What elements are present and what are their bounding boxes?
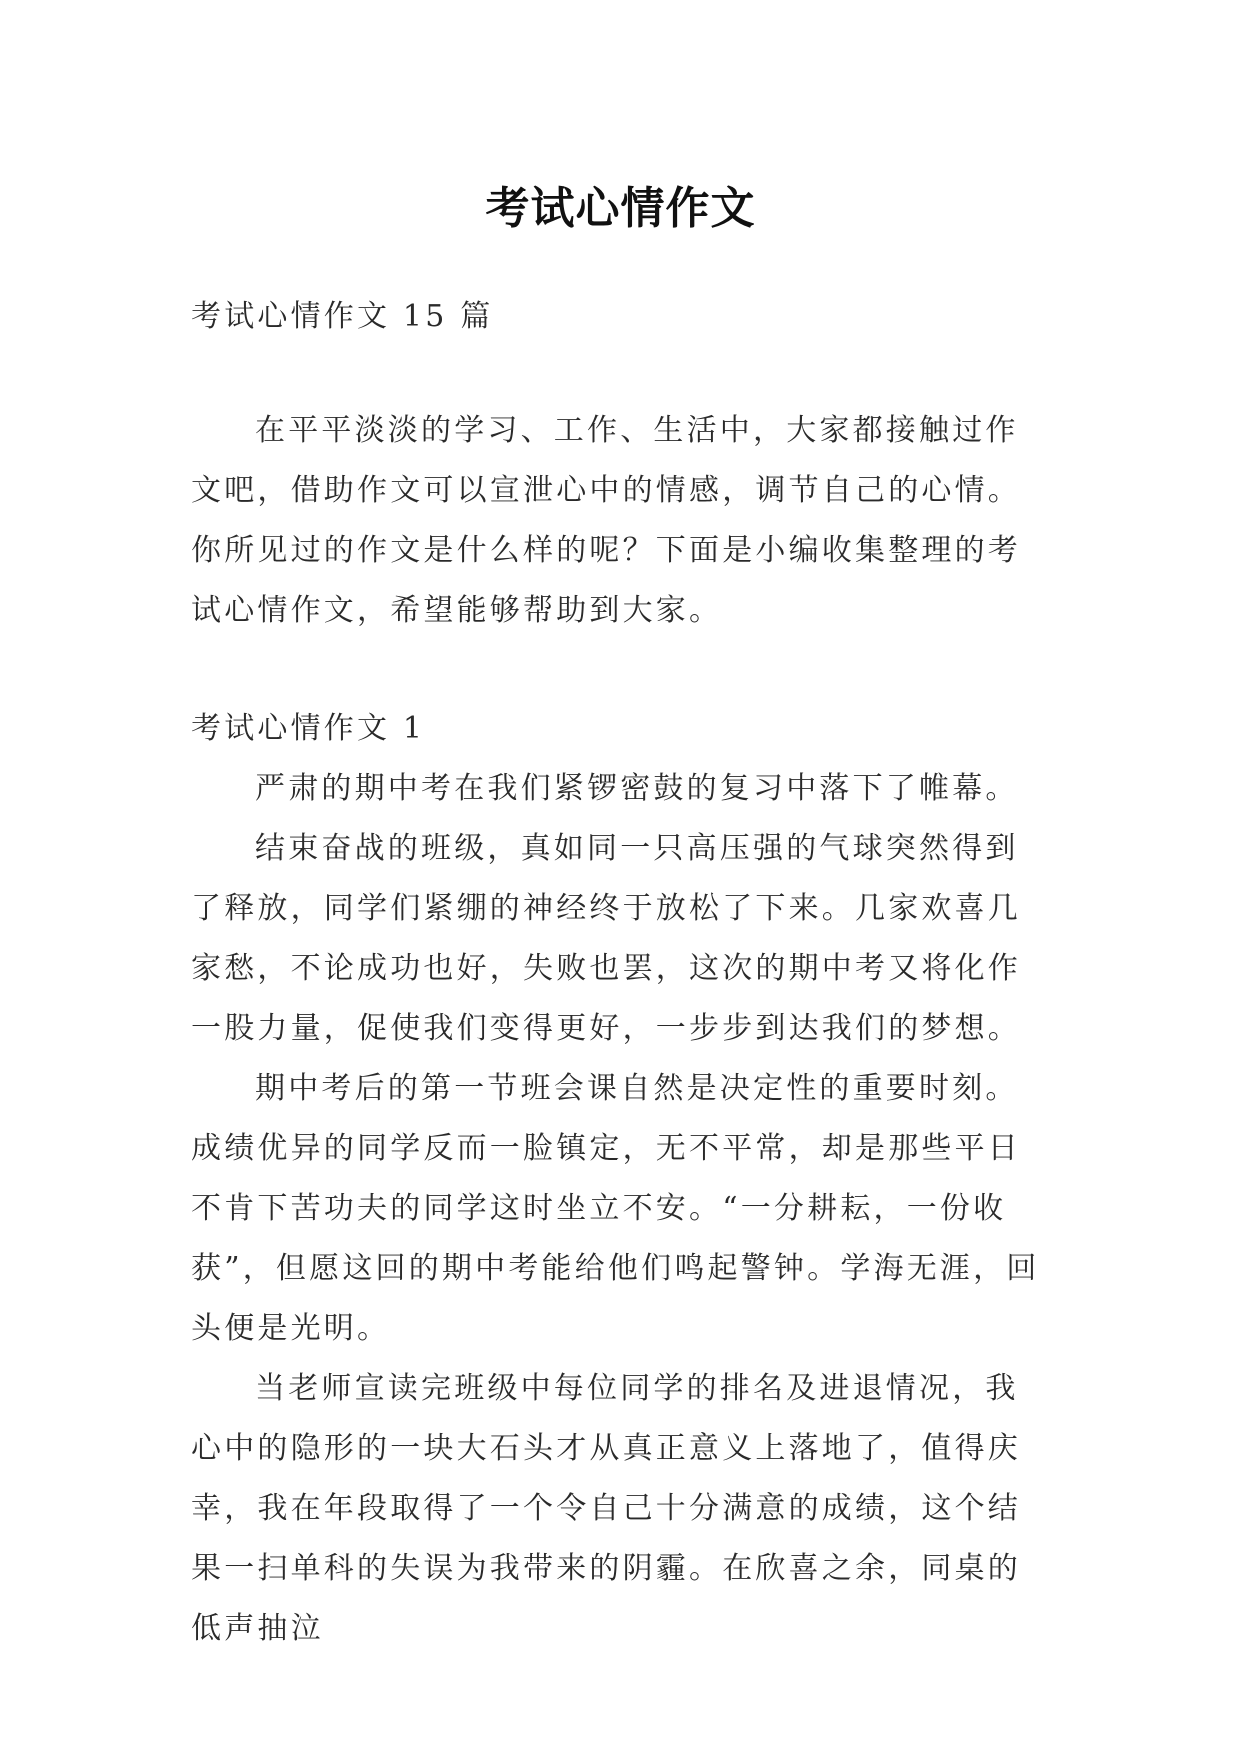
section-heading: 考试心情作文 1 <box>191 711 426 746</box>
essay-paragraph: 期中考后的第一节班会课自然是决定性的重要时刻。成绩优异的同学反而一脸镇定，无不平常，却是那些平日不肯下苦功夫的同学这时坐立不安。“一分耕耘，一份收获”，但愿这回的期中考能给他们鸣起警钟。学海无涯，回头便是光明。 <box>191 1071 1040 1346</box>
document-title: 考试心情作文 <box>485 183 756 235</box>
document-subtitle <box>191 287 1051 347</box>
essay-paragraph: 严肃的期中考在我们紧锣密鼓的复习中落下了帷幕。 <box>255 771 1019 806</box>
essay-paragraph: 结束奋战的班级，真如同一只高压强的气球突然得到了释放，同学们紧绷的神经终于放松了下来。几家欢喜几家愁，不论成功也好，失败也罢，这次的期中考又将化作一股力量，促使我们变得更好，一步步到达我们的梦想。 <box>191 831 1021 1046</box>
essay-paragraph: 当老师宣读完班级中每位同学的排名及进退情况，我心中的隐形的一块大石头才从真正意义上落地了，值得庆幸，我在年段取得了一个令自己十分满意的成绩，这个结果一扫单科的失误为我带来的阴霾。在欣喜之余，同桌的低声抽泣 <box>191 1371 1021 1646</box>
subtitle-text: 考试心情作文 15 篇 <box>191 299 494 334</box>
intro-section <box>191 401 1051 641</box>
essay-section-1 <box>191 699 1051 1659</box>
intro-paragraph: 在平平淡淡的学习、工作、生活中，大家都接触过作文吧，借助作文可以宣泄心中的情感，调节自己的心情。你所见过的作文是什么样的呢？下面是小编收集整理的考试心情作文，希望能够帮助到大家。 <box>191 413 1021 628</box>
